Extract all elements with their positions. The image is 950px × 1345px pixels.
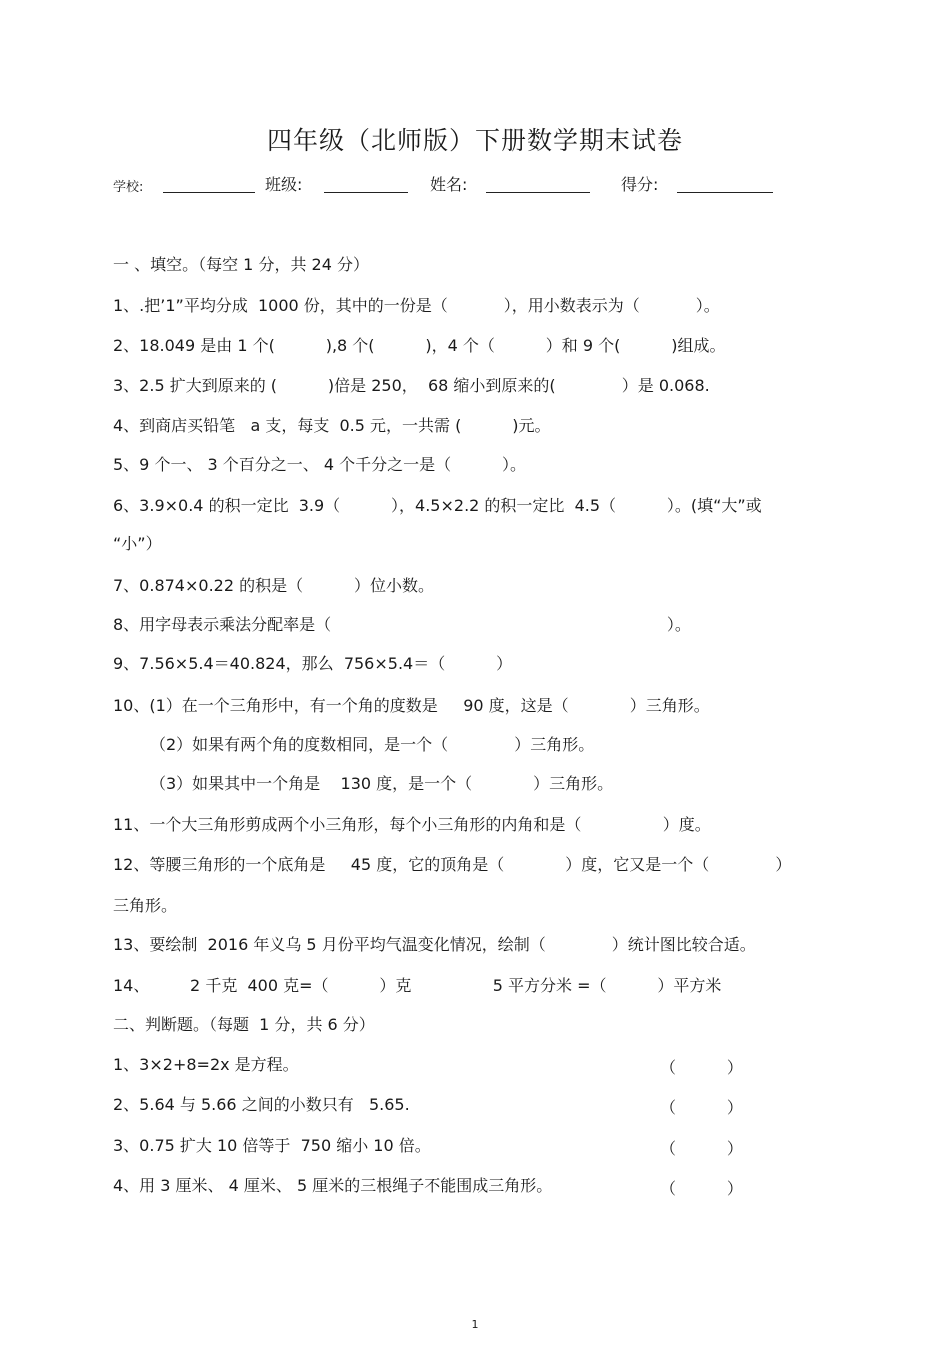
section2-heading: 二、判断题。（每题 1 分，共 6 分） [113, 1015, 375, 1034]
judge-item-4-answer[interactable]: （ ） [660, 1179, 743, 1198]
question-10-2: （2）如果有两个角的度数相同，是一个（ ）三角形。 [150, 735, 595, 754]
question-12-continued: 三角形。 [113, 896, 178, 915]
question-5: 5、9 个一、 3 个百分之一、 4 个千分之一是（ ）。 [113, 455, 527, 474]
question-1: 1、.把’1”平均分成 1000 份，其中的一份是（ ），用小数表示为（ ）。 [113, 296, 720, 315]
judge-item-3-text: 3、0.75 扩大 10 倍等于 750 缩小 10 倍。 [113, 1136, 431, 1155]
question-10-1: 10、(1）在一个三角形中，有一个角的度数是 90 度，这是（ ）三角形。 [113, 696, 710, 715]
question-4: 4、到商店买铅笔 a 支，每支 0.5 元，一共需 ( )元。 [113, 416, 551, 435]
question-6: 6、3.9×0.4 的积一定比 3.9（ ），4.5×2.2 的积一定比 4.5（ ）。(填“大”或 [113, 496, 762, 515]
question-2: 2、18.049 是由 1 个( ),8 个( )，4 个（ ）和 9 个( )组成。 [113, 336, 726, 355]
judge-item-1-text: 1、3×2+8=2x 是方程。 [113, 1055, 299, 1074]
student-info-row [0, 172, 950, 202]
score-blank[interactable] [677, 172, 773, 193]
question-6-continued: “小”） [113, 534, 162, 553]
school-label: 学校: [113, 180, 144, 195]
question-8: 8、用字母表示乘法分配率是（ ）。 [113, 615, 691, 634]
class-blank[interactable] [324, 172, 408, 193]
question-14: 14、 2 千克 400 克=（ ）克 5 平方分米 =（ ）平方米 [113, 976, 722, 995]
question-9: 9、7.56×5.4＝40.824，那么 756×5.4＝（ ） [113, 654, 513, 673]
judge-item-2-answer[interactable]: （ ） [660, 1098, 743, 1117]
school-blank[interactable] [163, 172, 255, 193]
question-12: 12、等腰三角形的一个底角是 45 度，它的顶角是（ ）度，它又是一个（ ） [113, 855, 792, 874]
question-10-3: （3）如果其中一个角是 130 度，是一个（ ）三角形。 [150, 774, 614, 793]
question-7: 7、0.874×0.22 的积是（ ）位小数。 [113, 576, 434, 595]
judge-item-2-text: 2、5.64 与 5.66 之间的小数只有 5.65. [113, 1095, 410, 1114]
exam-title: 四年级（北师版）下册数学期末试卷 [266, 126, 683, 155]
judge-item-3-answer[interactable]: （ ） [660, 1139, 743, 1158]
class-label: 班级: [265, 175, 303, 194]
question-3: 3、2.5 扩大到原来的 ( )倍是 250， 68 缩小到原来的( ）是 0.068. [113, 376, 710, 395]
score-label: 得分: [621, 175, 659, 194]
section1-heading: 一 、填空。（每空 1 分，共 24 分） [113, 255, 369, 274]
page-number: 1 [471, 1318, 479, 1331]
judge-item-4-text: 4、用 3 厘米、 4 厘米、 5 厘米的三根绳子不能围成三角形。 [113, 1176, 553, 1195]
name-label: 姓名: [430, 175, 468, 194]
question-11: 11、一个大三角形剪成两个小三角形，每个小三角形的内角和是（ ）度。 [113, 815, 711, 834]
name-blank[interactable] [486, 172, 590, 193]
judge-item-1-answer[interactable]: （ ） [660, 1058, 743, 1077]
question-13: 13、要绘制 2016 年义乌 5 月份平均气温变化情况，绘制（ ）统计图比较合适。 [113, 935, 756, 954]
